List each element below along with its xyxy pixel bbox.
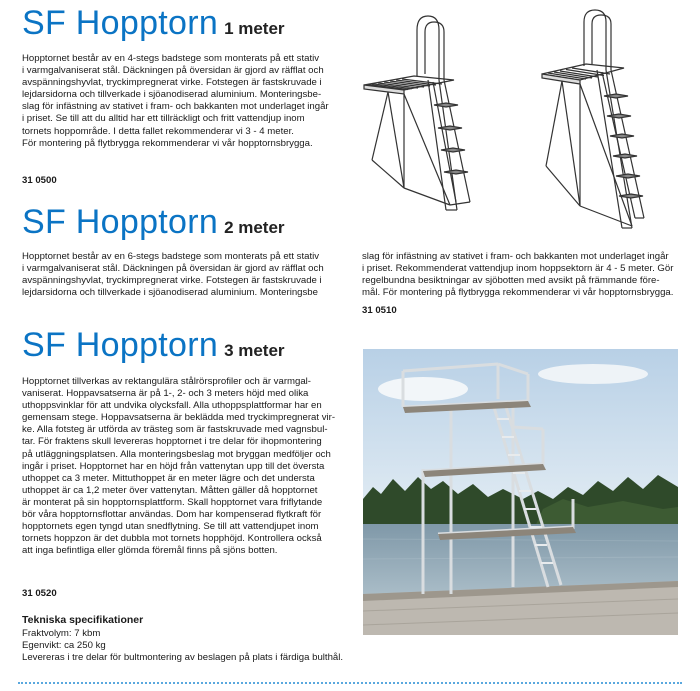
product-3m-size: 3 meter [224,341,285,360]
text-line: på utläggningsplatsen. Alla monteringsbeslag mot bryggan medföljer och [22,448,331,460]
text-line: uthoppsvinklar för att undvika olycksfall. Alla uthoppsplattformar har en [22,400,322,412]
text-line: För montering på flytbrygga rekommenderar vi vår hopptornsbrygga. [22,137,313,149]
text-line: regelbundna besiktningar av sjöbotten med avsikt på främmande före- [362,275,660,287]
product-2m-description-left [22,251,355,299]
product-3m-code: 31 0520 [22,588,57,599]
text-line: tornets hoppzon är det dubbla mot tornets hopphöjd. Kontrollera också [22,533,322,545]
product-1m-title: SF Hopptorn [22,4,219,42]
text-line: lejdarsidorna och tillverkade i sjöanodiserad aluminium. Monteringsbe- [22,89,322,101]
photo-scene [363,349,678,635]
spec-item: Levereras i tre delar för bultmontering av beslagen på plats i färdiga bulthål. [22,652,344,663]
text-line: bör våra hopptornsflottar användas. Dom har kompenserad flytkraft för [22,509,322,521]
text-line: i priset. Se till att du alltid har ett tillräckligt och fritt vattendjup inom [22,113,305,125]
product-3m-heading [22,326,285,365]
text-line: Hopptornet tillverkas av rektangulära stålrörsprofiler och är varmgal- [22,376,311,387]
text-line: i priset. Rekommenderat vattendjup inom hoppsektorn är 4 - 5 meter. Gör [362,263,674,275]
spec-item: Egenvikt: ca 250 kg [22,640,106,651]
text-line: Hopptornet består av en 6-stegs badstege som monterats på ett stativ [22,251,320,262]
hopptorn-3m-photo [363,349,678,635]
text-line: hopptornets egen tyngd utan snedflytning. Se till att vattendjupet inom [22,521,319,533]
text-line: vaniserat. Hoppavsatserna är på 1-, 2- och 3 meters höjd med olika [22,388,309,400]
text-line: gemensam stege. Hoppavsatserna är beklädda med tryckimpregnerat vir- [22,412,336,424]
product-2m-description-right [362,251,680,299]
product-3m-title: SF Hopptorn [22,326,219,364]
text-line: är monterat på sin hopptornsplattform. Skall hopptornet vara friflytande [22,496,323,508]
text-line: slag för infästning av stativet i fram- och bakkanten mot underlaget ingår [22,101,329,113]
text-line: avspänningshyvlat, tryckimpregnerat virke. Fotstegen är fastskruvade i [22,275,322,287]
hopptorn-2m-drawing [540,6,680,238]
text-line: tar. För fraktens skull levereras hopptornet i tre delar för ihopmontering [22,436,322,448]
footer-dotted-rule [18,682,682,684]
product-1m-heading [22,4,285,43]
text-line: ingår i priset. Hopptornet har en höjd från vattenytan upp till det översta [22,460,325,472]
text-line: uthoppet ca 3 meter. Mittuthoppet är en meter lägre och det understa [22,472,315,484]
spec-title: Tekniska specifikationer [22,614,144,626]
text-line: i varmgalvaniserat stål. Däckningen på översidan är gjord av räfflat och [22,263,324,275]
text-line: uthoppet är ca 1,2 meter över vattenytan. Måtten gäller då hopptornet [22,484,318,496]
text-line: att inga befintliga eller glömda föremål finns på sjöns botten. [22,545,278,557]
product-2m-title: SF Hopptorn [22,203,219,241]
product-3m-description [22,376,355,557]
product-1m-size: 1 meter [224,19,285,38]
spec-item: Fraktvolym: 7 kbm [22,628,101,639]
product-1m-description [22,53,355,150]
product-2m-size: 2 meter [224,218,285,237]
text-line: avspänningshyvlat, tryckimpregnerat virke. Fotstegen är fastskruvade i [22,77,322,89]
text-line: Hopptornet består av en 4-stegs badstege som monterats på ett stativ [22,53,320,64]
hopptorn-1m-drawing [362,10,487,220]
text-line: tornets hoppområde. I detta fallet rekommenderar vi 3 - 4 meter. [22,125,294,137]
text-line: i varmgalvaniserat stål. Däckningen på översidan är gjord av räfflat och [22,65,324,77]
text-line: mål. För montering på flytbrygga rekommenderar vi vår hopptornsbrygga. [362,287,674,299]
product-2m-heading [22,203,285,242]
product-1m-code: 31 0500 [22,175,57,186]
text-line: ke. Alla fotsteg är utförda av trästeg som är fastskruvade med vagnsbul- [22,424,328,436]
text-line: lejdarsidorna och tillverkade i sjöanodiserad aluminium. Monteringsbe [22,287,318,299]
text-line: slag för infästning av stativet i fram- och bakkanten mot underlaget ingår [362,251,669,262]
product-2m-code: 31 0510 [362,305,397,316]
